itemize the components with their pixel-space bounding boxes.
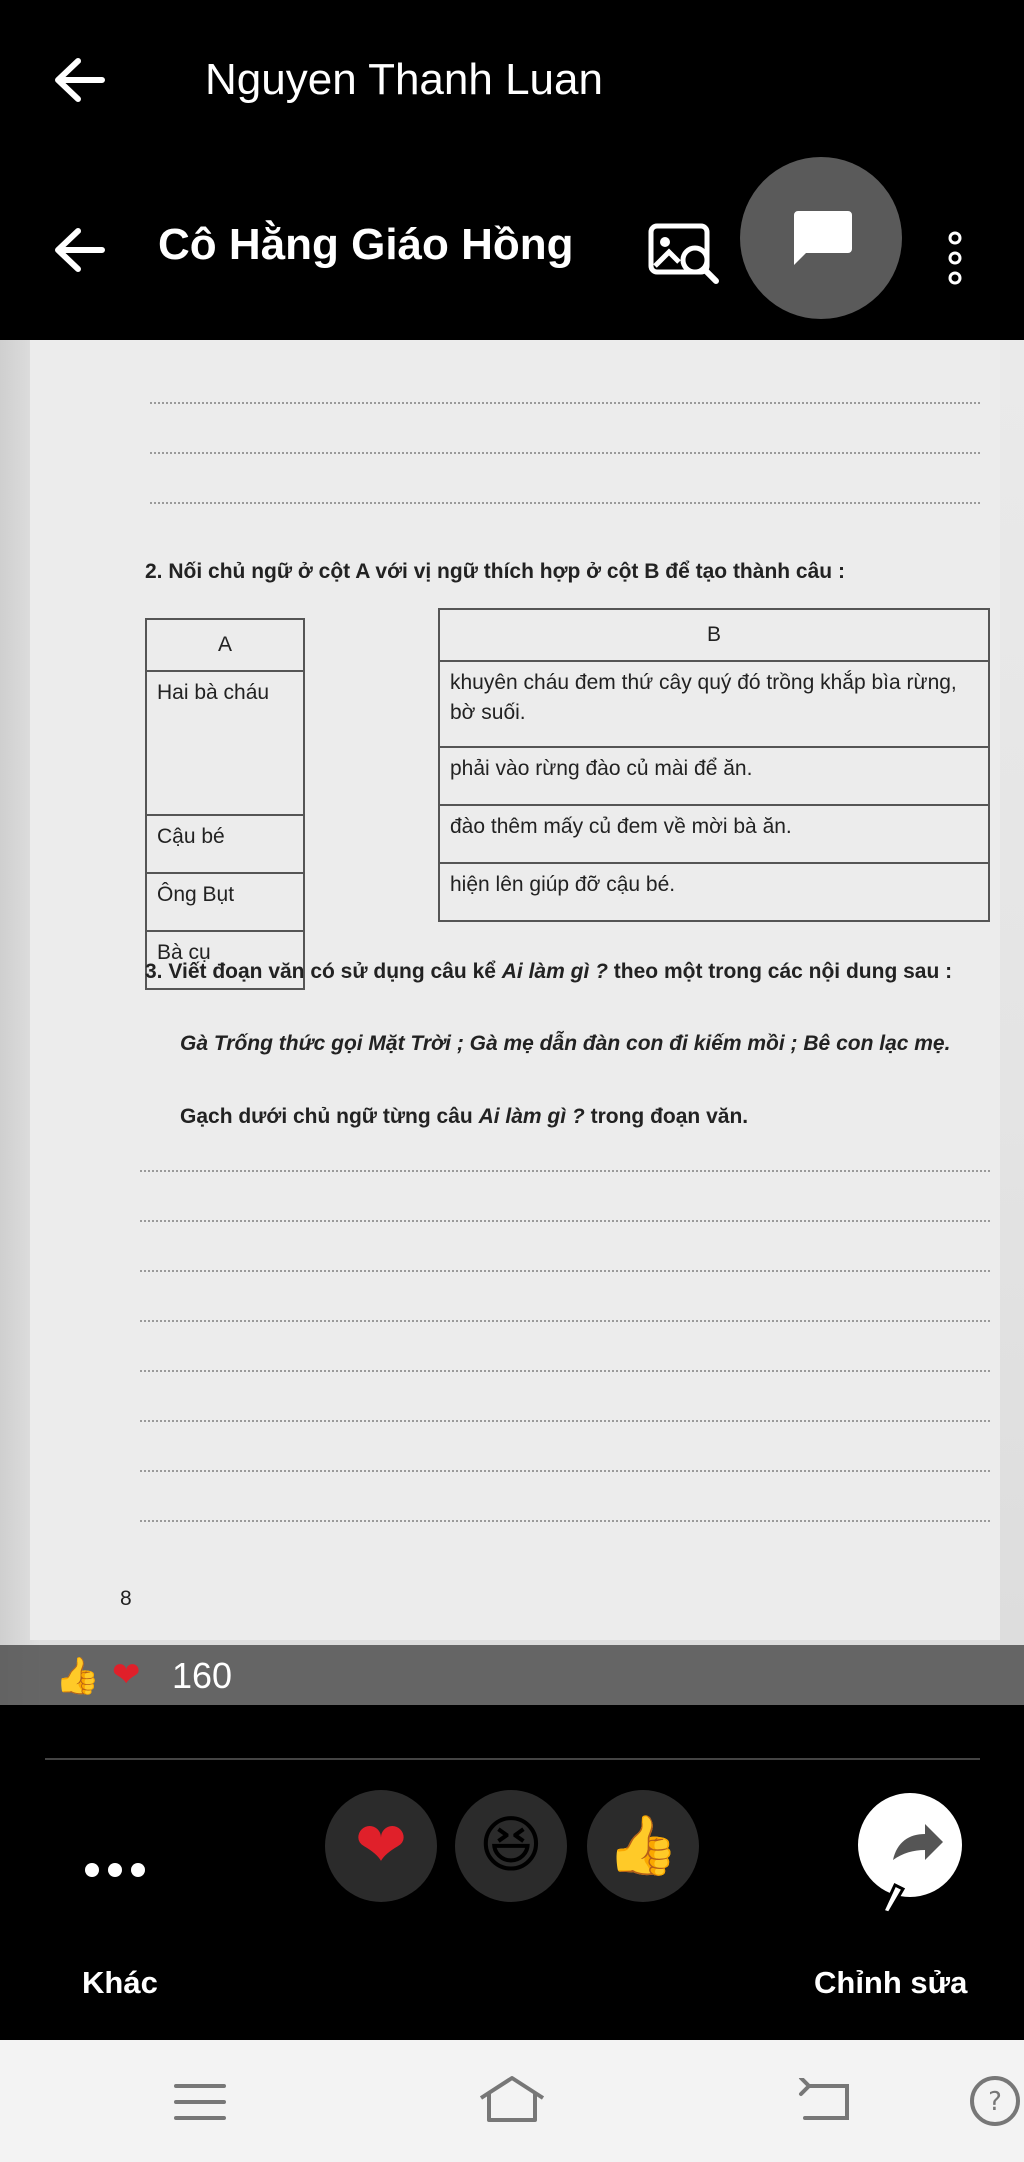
edit-button-label: Chỉnh sửa	[814, 1965, 968, 2000]
edit-button[interactable]	[855, 1790, 965, 1915]
menu-lines-icon	[170, 2080, 230, 2125]
like-reaction-button[interactable]	[587, 1790, 699, 1902]
reaction-summary[interactable]	[0, 1645, 1024, 1705]
question-3-number: 3.	[145, 960, 163, 983]
photo-back-button[interactable]	[40, 215, 120, 285]
arrow-left-icon	[50, 225, 110, 275]
question-3-text: Viết đoạn văn có sử dụng câu kể Ai làm gì ? theo một trong các nội dung sau :	[168, 960, 953, 983]
horizontal-dots-icon	[80, 1855, 150, 1885]
heart-icon: ❤	[355, 1811, 407, 1880]
column-b-cell: phải vào rừng đào củ mài để ăn.	[439, 747, 989, 805]
back-nav-icon	[795, 2078, 855, 2126]
love-reaction-button[interactable]	[325, 1790, 437, 1902]
column-b-cell: hiện lên giúp đỡ cậu bé.	[439, 863, 989, 921]
system-nav-bar	[0, 2040, 1024, 2162]
column-a-header: A	[146, 619, 304, 671]
share-edit-icon	[855, 1790, 965, 1915]
column-a-table	[145, 618, 305, 990]
laughing-face-icon: 😆	[478, 1811, 544, 1880]
question-3	[145, 958, 1005, 986]
column-a-cell: Bà cụ	[146, 931, 304, 989]
back-nav-button[interactable]	[795, 2078, 855, 2131]
thumbs-up-icon: 👍	[55, 1655, 100, 1696]
thumbs-up-icon: 👍	[606, 1813, 680, 1878]
arrow-left-icon	[50, 55, 110, 105]
svg-text:?: ?	[988, 2087, 1002, 2117]
photo-owner-name: Cô Hằng Giáo Hồng	[158, 220, 574, 269]
home-icon	[475, 2072, 549, 2127]
heart-icon: ❤	[112, 1656, 141, 1694]
reaction-count: 160	[172, 1655, 233, 1696]
top-bar	[0, 0, 1024, 165]
home-button[interactable]	[475, 2072, 549, 2132]
question-3-instruction: Gạch dưới chủ ngữ từng câu Ai làm gì ? trong đoạn văn.	[180, 1105, 749, 1128]
help-button[interactable]	[968, 2074, 1022, 2133]
question-2	[145, 558, 1005, 586]
column-a-cell: Hai bà cháu	[146, 671, 304, 815]
page-number: 8	[120, 1587, 132, 1610]
image-search-button[interactable]	[640, 210, 730, 295]
more-button-label: Khác	[82, 1965, 158, 2000]
recent-apps-button[interactable]	[170, 2080, 230, 2130]
page-title: Nguyen Thanh Luan	[205, 55, 603, 104]
column-a-cell: Cậu bé	[146, 815, 304, 873]
vertical-dots-icon	[945, 228, 965, 288]
column-b-cell: đào thêm mấy củ đem về mời bà ăn.	[439, 805, 989, 863]
column-a-cell: Ông Bụt	[146, 873, 304, 931]
more-button[interactable]	[80, 1855, 180, 1935]
question-2-text: Nối chủ ngữ ở cột A với vị ngữ thích hợp ở cột B để tạo thành câu :	[168, 560, 845, 583]
workbook-page	[30, 340, 1000, 1640]
message-button[interactable]	[740, 157, 902, 319]
image-search-icon	[645, 218, 725, 288]
back-button[interactable]	[40, 45, 120, 115]
column-b-header: B	[439, 609, 989, 661]
column-b-cell: khuyên cháu đem thứ cây quý đó trồng khắp bìa rừng, bờ suối.	[439, 661, 989, 747]
divider	[45, 1758, 980, 1760]
column-b-table	[438, 608, 990, 922]
help-circle-icon	[968, 2074, 1022, 2128]
question-2-number: 2.	[145, 560, 163, 583]
haha-reaction-button[interactable]	[455, 1790, 567, 1902]
question-3-topics: Gà Trống thức gọi Mặt Trời ; Gà mẹ dẫn đàn con đi kiếm mồi ; Bê con lạc mẹ.	[180, 1032, 951, 1055]
chat-bubble-icon	[788, 207, 854, 269]
photo-content[interactable]	[0, 340, 1024, 1705]
photo-header-bar	[0, 165, 1024, 340]
more-options-button[interactable]	[935, 220, 975, 295]
